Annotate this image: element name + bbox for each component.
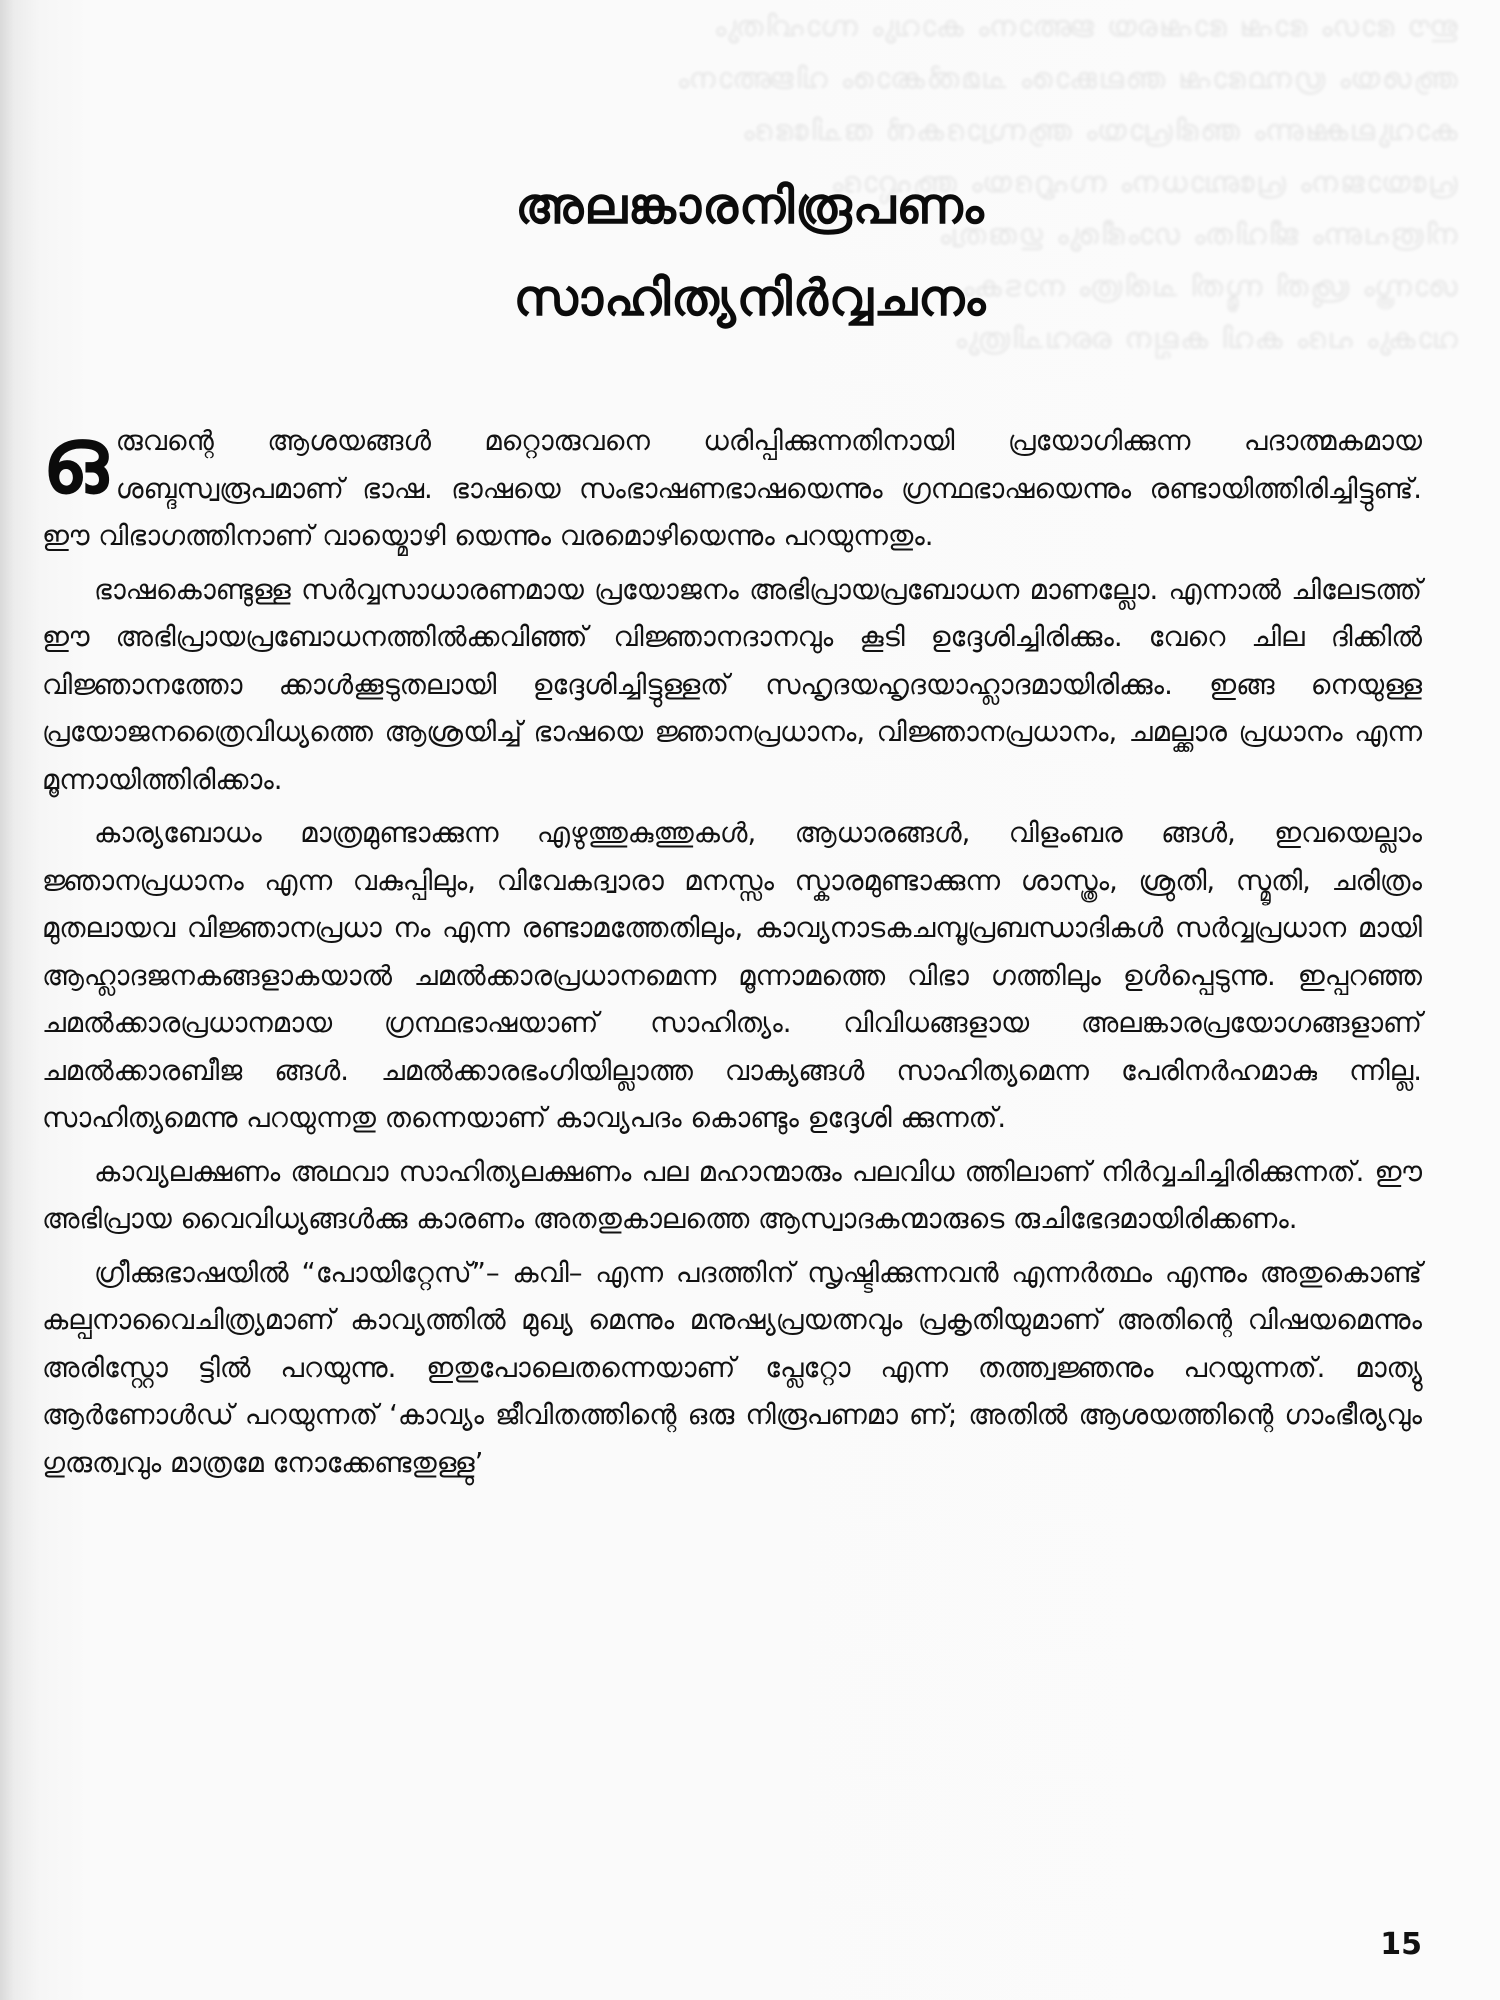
title-line-1: അലങ്കാരനിരൂപണം [515,177,985,235]
paragraph-3: കാര്യബോധം മാത്രമുണ്ടാക്കുന്ന എഴുത്തുകുത്തുകൾ, ആധാരങ്ങൾ, വിളംബര ങ്ങൾ, ഇവയെല്ലാം ജ്ഞാനപ്രധാനം എന്ന വകുപ്പിലും, വിവേകദ്വാരാ മനസ്സം സ്കാരമുണ്ടാക്കുന്ന ശാസ്ത്രം, ശ്രുതി, സ്മൃതി, ചരിത്രം മുതലായവ വിജ്ഞാനപ്രധാ നം എന്ന രണ്ടാമത്തേതിലും, കാവ്യനാടകചമ്പൂപ്രബന്ധാദികൾ സർവ്വപ്രധാന മായി ആഹ്ലാദജനകങ്ങളാകയാൽ ചമൽക്കാരപ്രധാനമെന്ന മൂന്നാമത്തെ വിഭാ ഗത്തിലും ഉൾപ്പെടുന്നു. ഇപ്പറഞ്ഞ ചമൽക്കാരപ്രധാനമായ ഗ്രന്ഥഭാഷയാണ് സാഹിത്യം. വിവിധങ്ങളായ അലങ്കാരപ്രയോഗങ്ങളാണ് ചമൽക്കാരബീജ ങ്ങൾ. ചമൽക്കാരഭംഗിയില്ലാത്ത വാക്യങ്ങൾ സാഹിത്യമെന്ന പേരിനർഹമാകു ന്നില്ല. സാഹിത്യമെന്നു പറയുന്നതു തന്നെയാണ് കാവ്യപദം കൊണ്ടും ഉദ്ദേശി ക്കുന്നത്. [42,817,1422,1134]
chapter-title [0,160,1500,344]
paragraph-4: കാവ്യലക്ഷണം അഥവാ സാഹിത്യലക്ഷണം പല മഹാന്മാരും പലവിധ ത്തിലാണ് നിർവ്വചിച്ചിരിക്കുന്നത്. ഈ അഭിപ്രായ വൈവിധ്യങ്ങൾക്കു കാരണം അതതുകാലത്തെ ആസ്വാദകന്മാരുടെ രുചിഭേദമായിരിക്കണം. [42,1155,1422,1235]
paragraph-1 [42,407,1422,561]
drop-cap: ഒ [42,407,108,514]
paragraph-1-text: രുവന്റെ ആശയങ്ങൾ മറ്റൊരുവനെ ധരിപ്പിക്കുന്നതിനായി പ്രയോഗിക്കുന്ന പദാത്മകമായ ശബ്ദസ്വരൂപമാണ് ഭാഷ. ഭാഷയെ സംഭാഷണഭാഷയെന്നും ഗ്രന്ഥഭാഷയെന്നും രണ്ടായിത്തിരിച്ചിട്ടുണ്ട്. ഈ വിഭാഗത്തിനാണ് വായ്മൊഴി യെന്നും വരമൊഴിയെന്നും പറയുന്നതും. [42,425,1422,552]
paragraph-2: ഭാഷകൊണ്ടുള്ള സർവ്വസാധാരണമായ പ്രയോജനം അഭിപ്രായപ്രബോധന മാണല്ലോ. എന്നാൽ ചിലേടത്ത് ഈ അഭിപ്രായപ്രബോധനത്തിൽക്കവിഞ്ഞ് വിജ്ഞാനദാനവും കൂടി ഉദ്ദേശിച്ചിരിക്കും. വേറെ ചില ദിക്കിൽ വിജ്ഞാനത്തോ ക്കാൾക്കൂടുതലായി ഉദ്ദേശിച്ചിട്ടുള്ളത് സഹൃദയഹൃദയാഹ്ലാദമായിരിക്കും. ഇങ്ങ നെയുള്ള പ്രയോജനത്രൈവിധ്യത്തെ ആശ്രയിച്ച് ഭാഷയെ ജ്ഞാനപ്രധാനം, വിജ്ഞാനപ്രധാനം, ചമല്ക്കാര പ്രധാനം എന്ന മൂന്നായിത്തിരിക്കാം. [42,573,1422,796]
show-through-text: ഈ ഭാഗം ഭാഷ ഭാഷയെ ജ്ഞാനം കാവ്യം സാഹിത്യം ആശയം ഗ്രന്ഥഭാഷ അലങ്കാരം ചമൽക്കാരം വിജ്ഞാനം കാവ്യലക്ഷണം അഭിപ്രായം ആസ്വാദകൻ രുചിഭേദം പ്രയോജനം പ്രബോധനം സഹൃദയം ആഹ്ലാദം നിരൂപണം ജീവിതം ഗാംഭീര്യം ഗുരുത്വം ശാസ്ത്രം ശ്രുതി സ്മൃതി ചരിത്രം നാടകം വാക്യം പദം കവി കല്പന വൈചിത്ര്യം [677,9,1460,355]
body-text [42,407,1422,1493]
page-number: 15 [1380,1927,1422,1962]
paragraph-5: ഗ്രീക്കുഭാഷയിൽ “പോയിറ്റേസ്”– കവി– എന്ന പദത്തിന് സൃഷ്ടിക്കുന്നവൻ എന്നർത്ഥം എന്നും അതുകൊണ്ട് കല്പനാവൈചിത്ര്യമാണ് കാവ്യത്തിൽ മുഖ്യ മെന്നും മനുഷ്യപ്രയത്നവും പ്രകൃതിയുമാണ് അതിന്റെ വിഷയമെന്നും അരിസ്റ്റോ ട്ടിൽ പറയുന്നു. ഇതുപോലെതന്നെയാണ് പ്ലേറ്റോ എന്ന തത്ത്വജ്ഞനും പറയുന്നത്. മാത്യു ആർണോൾഡ് പറയുന്നത് ‘കാവ്യം ജീവിതത്തിന്റെ ഒരു നിരൂപണമാ ണ്; അതിൽ ആശയത്തിന്റെ ഗാംഭീര്യവും ഗുരുത്വവും മാത്രമേ നോക്കേണ്ടതുള്ളു’ [42,1256,1422,1479]
title-line-2: സാഹിത്യനിർവ്വചനം [513,269,987,327]
